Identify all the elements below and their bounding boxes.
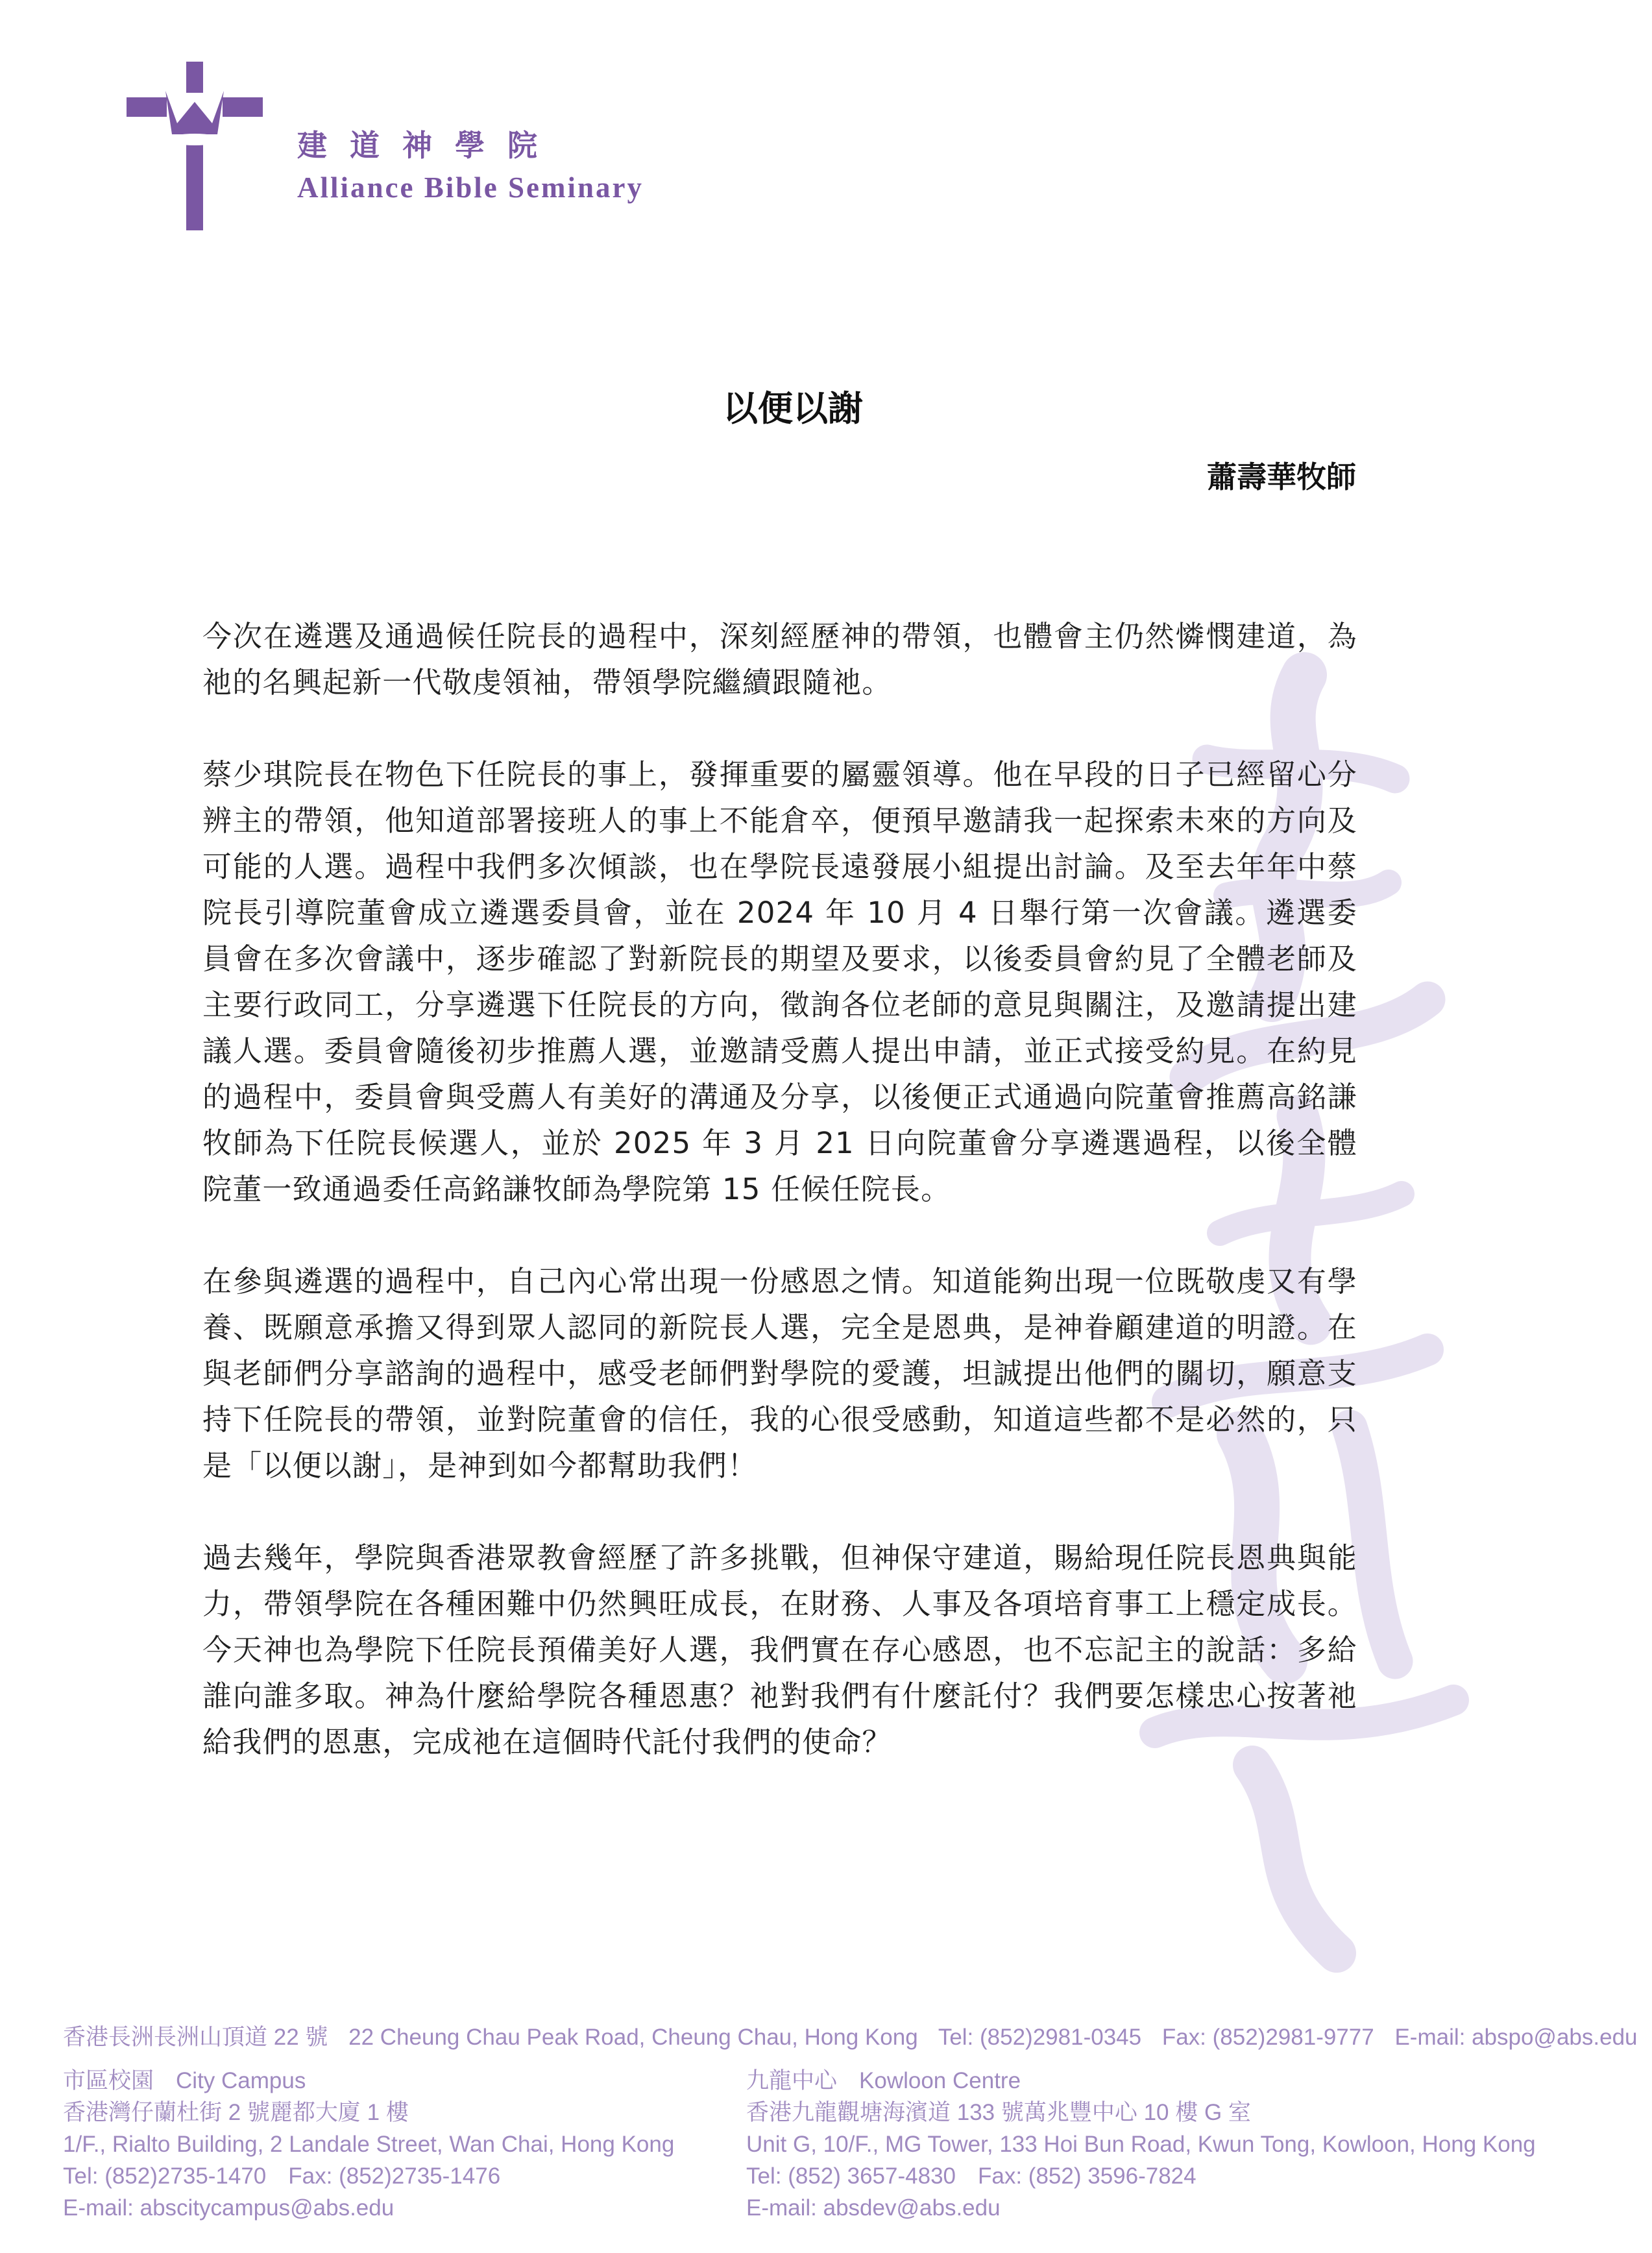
cross-crown-icon [127, 62, 263, 230]
kowloon-centre-tel: Tel: (852) 3657-4830 [746, 2163, 956, 2189]
city-campus-name-en: City Campus [176, 2068, 306, 2093]
main-fax: Fax: (852)2981-9777 [1161, 2025, 1374, 2050]
footer-main-address [63, 2023, 1638, 2052]
footer-kowloon-centre [746, 2065, 1536, 2224]
footer-city-campus [63, 2065, 718, 2224]
city-campus-email: E-mail: abscitycampus@abs.edu [63, 2195, 395, 2221]
kowloon-centre-name-zh: 九龍中心 [746, 2068, 838, 2093]
city-campus-address-en: 1/F., Rialto Building, 2 Landale Street, Wan Chai, Hong Kong [63, 2132, 675, 2157]
main-tel: Tel: (852)2981-0345 [938, 2025, 1142, 2050]
city-campus-fax: Fax: (852)2735-1476 [288, 2163, 501, 2189]
paragraph: 在參與遴選的過程中，自己內心常出現一份感恩之情。知道能夠出現一位既敬虔又有學養、既願意承擔又得到眾人認同的新院長人選，完全是恩典，是神眷顧建道的明證。在與老師們分享諮詢的過程中，感受老師們對學院的愛護，坦誠提出他們的關切，願意支持下任院長的帶領，並對院董會的信任，我的心很受感動，知道這些都不是必然的，只是「以便以謝」，是神到如今都幫助我們！ [202, 1264, 1357, 1483]
main-email: E-mail: abspo@abs.edu [1394, 2025, 1638, 2050]
kowloon-centre-address-en: Unit G, 10/F., MG Tower, 133 Hoi Bun Road, Kwun Tong, Kowloon, Hong Kong [746, 2132, 1536, 2157]
kowloon-centre-fax: Fax: (852) 3596-7824 [978, 2163, 1196, 2189]
paragraph: 過去幾年，學院與香港眾教會經歷了許多挑戰，但神保守建道，賜給現任院長恩典與能力，帶領學院在各種困難中仍然興旺成長，在財務、人事及各項培育事工上穩定成長。今天神也為學院下任院長預備美好人選，我們實在存心感恩，也不忘記主的說話：多給誰向誰多取。神為什麼給學院各種恩惠？祂對我們有什麼託付？我們要怎樣忠心按著祂給我們的恩惠，完成祂在這個時代託付我們的使命？ [202, 1541, 1357, 1759]
city-campus-tel: Tel: (852)2735-1470 [63, 2163, 267, 2189]
paragraph: 蔡少琪院長在物色下任院長的事上，發揮重要的屬靈領導。他在早段的日子已經留心分辨主的帶領，他知道部署接班人的事上不能倉卒，便預早邀請我一起探索未來的方向及可能的人選。過程中我們多次傾談，也在學院長遠發展小組提出討論。及至去年年中蔡院長引導院董會成立遴選委員會，並在 2024 年 10 月 4 日舉行第一次會議。遴選委員會在多次會議中，逐步確認了對新院長的期望及要求，以後委員會約見了全體老師及主要行政同工，分享遴選下任院長的方向，徵詢各位老師的意見與關注，及邀請提出建議人選。委員會隨後初步推薦人選，並邀請受薦人提出申請，並正式接受約見。在約見的過程中，委員會與受薦人有美好的溝通及分享，以後便正式通過向院董會推薦高銘謙牧師為下任院長候選人，並於 2025 年 3 月 21 日向院董會分享遴選過程，以後全體院董一致通過委任高銘謙牧師為學院第 15 任候任院長。 [202, 757, 1357, 1206]
seminary-logo [127, 62, 263, 230]
kowloon-centre-email: E-mail: absdev@abs.edu [746, 2195, 1001, 2221]
org-name-chinese: 建道神學院 [297, 128, 560, 163]
city-campus-name-zh: 市區校園 [63, 2068, 154, 2093]
paragraph: 今次在遴選及通過候任院長的過程中，深刻經歷神的帶領，也體會主仍然憐憫建道，為祂的名興起新一代敬虔領袖，帶領學院繼續跟隨祂。 [202, 619, 1357, 700]
city-campus-address-zh: 香港灣仔蘭杜街 2 號麗都大廈 1 樓 [63, 2100, 409, 2125]
kowloon-centre-address-zh: 香港九龍觀塘海濱道 133 號萬兆豐中心 10 樓 G 室 [746, 2100, 1251, 2125]
main-address-en: 22 Cheung Chau Peak Road, Cheung Chau, Hong Kong [348, 2025, 918, 2050]
main-address-zh: 香港長洲長洲山頂道 22 號 [63, 2025, 328, 2050]
article-author: 蕭壽華牧師 [1207, 459, 1356, 494]
kowloon-centre-name-en: Kowloon Centre [859, 2068, 1021, 2093]
article-body [202, 613, 1357, 1811]
org-name-english: Alliance Bible Seminary [297, 171, 644, 204]
article-title: 以便以謝 [723, 388, 863, 429]
